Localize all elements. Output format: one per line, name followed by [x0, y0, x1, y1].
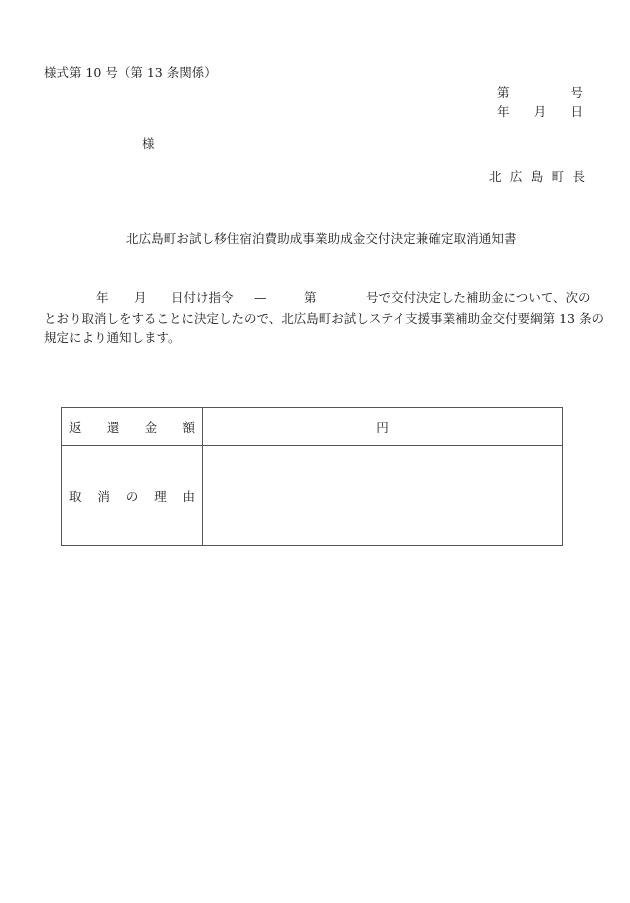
refund-amount-value[interactable]	[203, 408, 563, 446]
table-row-cancel-reason	[62, 446, 563, 546]
refund-table	[61, 407, 563, 546]
date-year: 年	[497, 104, 510, 119]
doc-number-prefix: 第	[497, 85, 510, 100]
date-month: 月	[533, 104, 547, 119]
issuer-char: 島	[530, 169, 544, 184]
cancel-reason-value[interactable]	[203, 446, 563, 546]
form-number: 様式第 10 号（第 13 条関係）	[44, 65, 217, 80]
body-line-3: 規定により通知します。	[44, 330, 181, 345]
issuer-char: 町	[551, 169, 565, 184]
table-row-refund-amount	[62, 408, 563, 446]
body-line-1: 年 月 日付け指令 — 第 号で交付決定した補助金について、次の	[96, 290, 591, 305]
document-number	[497, 87, 583, 100]
document-title: 北広島町お試し移住宿泊費助成事業助成金交付決定兼確定取消通知書	[126, 231, 517, 246]
issuer-char: 長	[572, 169, 585, 184]
document-date	[497, 106, 583, 119]
issuer-name	[489, 171, 585, 184]
date-day: 日	[570, 104, 583, 119]
cancel-reason-label: 取 消 の 理 由	[62, 446, 203, 546]
refund-amount-label: 返 還 金 額	[62, 408, 203, 446]
yen-unit: 円	[376, 419, 389, 435]
body-line-2: とおり取消しをすることに決定したので、北広島町お試しステイ支援事業補助金交付要綱第 13 条の	[44, 310, 604, 326]
doc-number-suffix: 号	[570, 85, 583, 100]
addressee-honorific: 様	[142, 136, 155, 151]
issuer-char: 北	[489, 169, 502, 184]
body-paragraph	[44, 289, 604, 348]
issuer-char: 広	[509, 169, 523, 184]
